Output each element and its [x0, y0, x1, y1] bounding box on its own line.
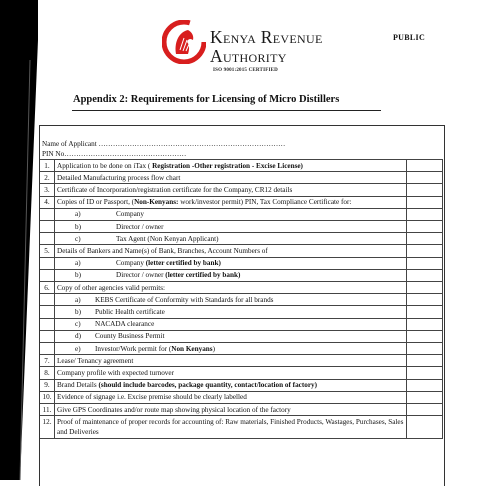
- row-number: 7.: [40, 355, 55, 367]
- sub-item-label: c): [75, 320, 81, 329]
- requirement-text: [55, 391, 407, 403]
- checklist-cell[interactable]: [407, 343, 443, 355]
- requirement-text: [55, 330, 407, 342]
- checklist-cell[interactable]: [407, 318, 443, 330]
- table-row: [40, 294, 443, 306]
- requirement-main-text: KEBS Certificate of Conformity with Standards for all brands: [95, 295, 274, 304]
- row-number: 10.: [40, 391, 55, 403]
- row-number: 1.: [40, 160, 55, 172]
- requirement-main-text: Company: [116, 259, 146, 268]
- requirement-text: [55, 282, 407, 294]
- sub-item-label: a): [75, 295, 81, 304]
- requirement-text: [55, 245, 407, 257]
- row-number: [40, 208, 55, 220]
- checklist-cell[interactable]: [407, 196, 443, 208]
- requirement-main-text: Copies of ID or Passport, (: [57, 198, 135, 207]
- requirement-text: [55, 233, 407, 245]
- checklist-cell[interactable]: [407, 391, 443, 403]
- requirement-main-text: Application to be done on iTax (: [57, 161, 153, 170]
- table-row: [40, 355, 443, 367]
- applicant-block: [40, 126, 444, 159]
- requirement-text: [55, 343, 407, 355]
- row-number: [40, 343, 55, 355]
- requirement-main-text: Certificate of Incorporation/registration certificate for the Company, CR12 details: [57, 185, 293, 194]
- requirement-main-text: Company profile with expected turnover: [57, 368, 174, 377]
- requirement-main-text: Details of Bankers and Name(s) of Bank, Branches, Account Numbers of: [57, 246, 268, 255]
- table-row: [40, 221, 443, 233]
- table-row: [40, 269, 443, 281]
- requirement-main-text: Lease/ Tenancy agreement: [57, 356, 134, 365]
- row-number: 11.: [40, 404, 55, 416]
- checklist-cell[interactable]: [407, 245, 443, 257]
- requirement-text: [55, 172, 407, 184]
- row-number: [40, 294, 55, 306]
- checklist-cell[interactable]: [407, 233, 443, 245]
- requirement-main-text: Director / owner: [116, 271, 166, 280]
- row-number: [40, 269, 55, 281]
- brand-line1: Kenya Revenue: [210, 27, 323, 47]
- checklist-cell[interactable]: [407, 306, 443, 318]
- requirement-text: [55, 306, 407, 318]
- sub-item-label: a): [75, 259, 81, 268]
- requirement-text: [55, 257, 407, 269]
- sub-item-label: b): [75, 222, 81, 231]
- applicant-name-field: Name of Applicant ……………………………………………………………………: [42, 140, 286, 148]
- checklist-cell[interactable]: [407, 282, 443, 294]
- table-row: [40, 172, 443, 184]
- requirements-table: [39, 159, 443, 439]
- requirement-text: [55, 404, 407, 416]
- table-row: [40, 379, 443, 391]
- row-number: [40, 221, 55, 233]
- table-row: [40, 257, 443, 269]
- requirement-text: [55, 221, 407, 233]
- requirement-text: [55, 208, 407, 220]
- requirement-main-text: Proof of maintenance of proper records for accounting of: Raw materials, Finished Products, Wastages, Purchases, Sales and Deliveries: [57, 417, 404, 436]
- sub-item-label: b): [75, 271, 81, 280]
- requirement-text: [55, 294, 407, 306]
- row-number: [40, 233, 55, 245]
- kra-lion-logo-icon: [162, 20, 206, 64]
- requirement-text: [55, 355, 407, 367]
- row-number: [40, 330, 55, 342]
- requirement-bold-text: (letter certified by bank): [145, 259, 221, 268]
- row-number: [40, 306, 55, 318]
- checklist-cell[interactable]: [407, 160, 443, 172]
- table-row: [40, 233, 443, 245]
- table-row: [40, 416, 443, 438]
- checklist-cell[interactable]: [407, 330, 443, 342]
- requirement-text: [55, 269, 407, 281]
- requirement-main-text: Copy of other agencies valid permits:: [57, 283, 165, 292]
- requirement-main-text: Director / owner: [116, 222, 164, 231]
- checklist-cell[interactable]: [407, 208, 443, 220]
- requirement-text: [55, 367, 407, 379]
- checklist-cell[interactable]: [407, 416, 443, 438]
- title-underline: [72, 110, 381, 111]
- table-row: [40, 404, 443, 416]
- checklist-cell[interactable]: [407, 355, 443, 367]
- row-number: 4.: [40, 196, 55, 208]
- checklist-cell[interactable]: [407, 404, 443, 416]
- table-row: [40, 330, 443, 342]
- header: [0, 0, 480, 90]
- row-number: 6.: [40, 282, 55, 294]
- requirement-bold-text: Non-Kenyans:: [134, 198, 179, 207]
- requirements-form: [39, 125, 445, 486]
- table-row: [40, 318, 443, 330]
- requirement-text: [55, 160, 407, 172]
- sub-item-label: a): [75, 210, 81, 219]
- table-row: [40, 196, 443, 208]
- table-row: [40, 184, 443, 196]
- sub-item-label: d): [75, 332, 81, 341]
- requirement-main-text: Company: [116, 210, 144, 219]
- requirement-main-text: NACADA clearance: [95, 320, 155, 329]
- requirement-main-text: Give GPS Coordinates and/or route map showing physical location of the factory: [57, 405, 291, 414]
- table-row: [40, 160, 443, 172]
- checklist-cell[interactable]: [407, 221, 443, 233]
- document-title: Appendix 2: Requirements for Licensing of Micro Distillers: [73, 94, 340, 105]
- requirement-bold-text: Non Kenyans: [171, 344, 213, 353]
- checklist-cell[interactable]: [407, 257, 443, 269]
- requirement-tail-text: ): [212, 344, 216, 353]
- table-row: [40, 391, 443, 403]
- requirement-bold-text: (should include barcodes, package quantity, contact/location of factory): [98, 381, 318, 390]
- checklist-cell[interactable]: [407, 379, 443, 391]
- checklist-cell[interactable]: [407, 172, 443, 184]
- requirement-bold-text: Registration -Other registration - Excise License): [152, 161, 303, 170]
- sub-item-label: e): [75, 344, 81, 353]
- pin-field: PIN No……………………………………………: [42, 149, 187, 158]
- requirement-main-text: Public Health certificate: [95, 307, 165, 316]
- requirement-tail-text: work/investor permit) PIN, Tax Compliance Certificate for:: [178, 198, 352, 207]
- requirement-text: [55, 416, 407, 438]
- table-row: [40, 245, 443, 257]
- requirement-main-text: Brand Details: [57, 381, 99, 390]
- table-row: [40, 282, 443, 294]
- table-row: [40, 367, 443, 379]
- table-row: [40, 208, 443, 220]
- row-number: 9.: [40, 379, 55, 391]
- sub-item-label: c): [75, 234, 81, 243]
- checklist-cell[interactable]: [407, 294, 443, 306]
- checklist-cell[interactable]: [407, 184, 443, 196]
- requirement-main-text: Detailed Manufacturing process flow chart: [57, 173, 181, 182]
- requirement-main-text: Evidence of signage i.e. Excise premise should be clearly labelled: [57, 393, 247, 402]
- requirement-text: [55, 184, 407, 196]
- row-number: 8.: [40, 367, 55, 379]
- requirement-main-text: Investor/Work permit for (: [95, 344, 172, 353]
- table-row: [40, 343, 443, 355]
- row-number: 5.: [40, 245, 55, 257]
- brand-name: [210, 28, 323, 66]
- checklist-cell[interactable]: [407, 269, 443, 281]
- brand-line2: Authority: [210, 46, 287, 66]
- row-number: 12.: [40, 416, 55, 438]
- classification-label: PUBLIC: [393, 33, 426, 42]
- requirement-text: [55, 196, 407, 208]
- requirement-bold-text: (letter certified by bank): [165, 271, 241, 280]
- sub-item-label: b): [75, 307, 81, 316]
- row-number: [40, 318, 55, 330]
- iso-certification: ISO 9001:2015 CERTIFIED: [213, 68, 278, 73]
- requirement-main-text: Tax Agent (Non Kenyan Applicant): [116, 234, 219, 243]
- table-row: [40, 306, 443, 318]
- row-number: 2.: [40, 172, 55, 184]
- requirement-text: [55, 379, 407, 391]
- row-number: [40, 257, 55, 269]
- row-number: 3.: [40, 184, 55, 196]
- requirement-text: [55, 318, 407, 330]
- checklist-cell[interactable]: [407, 367, 443, 379]
- requirement-main-text: County Business Permit: [95, 332, 165, 341]
